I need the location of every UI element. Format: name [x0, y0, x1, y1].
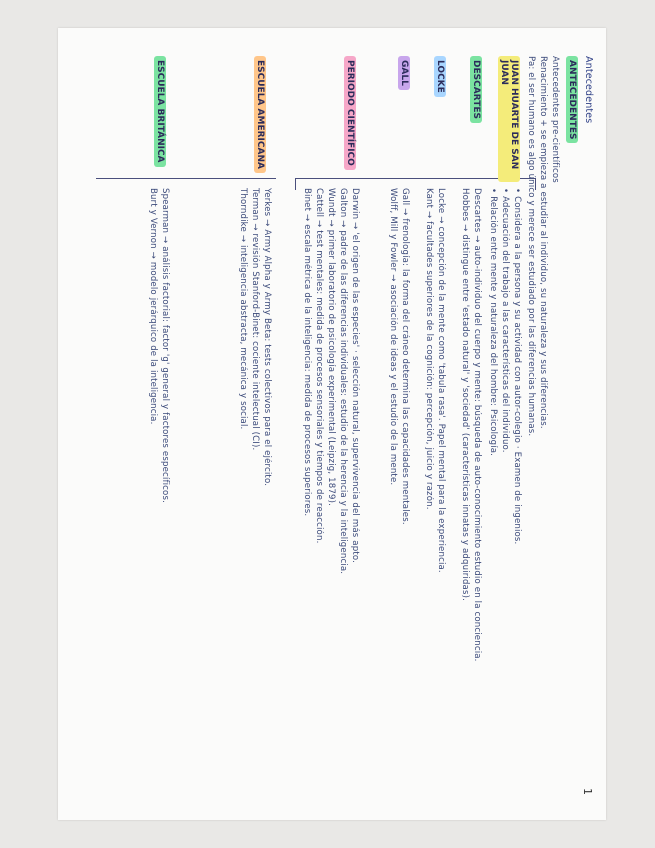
- note-line: • Adecuación del trabajo a las características del individuo.: [500, 188, 510, 453]
- note-line: Cattell → test mentales: medida de procesos sensoriales y tiempos de reacción.: [314, 188, 324, 544]
- note-line: Kant → facultades superiores de la cognición: percepción, juicio y razón.: [424, 188, 434, 510]
- section-tag: ESCUELA AMERICANA: [254, 56, 266, 173]
- note-line: Locke → concepción de la mente como 'tabula rasa'. Papel mental para la experiencia.: [436, 188, 446, 573]
- note-line: Gall → frenología: la forma del cráneo determina las capacidades mentales.: [400, 188, 410, 525]
- note-line: Wundt → primer laboratorio de psicología experimental (Leipzig, 1879).: [326, 188, 336, 506]
- section-tag: JUAN HUARTE DE SAN JUAN: [498, 56, 520, 182]
- note-line: Darwin → 'el origen de las especies' · selección natural, supervivencia del más apto.: [350, 188, 360, 563]
- section-tag: LOCKE: [434, 56, 446, 97]
- note-line: Burt y Vernon → modelo jerárquico de la inteligencia.: [148, 188, 158, 425]
- note-line: • Relación entre mente y naturaleza del hombre: Psicología.: [488, 188, 498, 457]
- note-line: Hobbes → distingue entre 'estado natural' y 'sociedad' (características innatas y adquiridas).: [460, 188, 470, 601]
- note-line: Galton → padre de las diferencias individuales: estudio de la herencia y la inteligencia.: [338, 188, 348, 575]
- note-line: • Considera a la persona y su actividad con autor-colegio · Examen de ingenios.: [512, 188, 522, 545]
- heading-prefix: Antecedentes: [583, 56, 594, 124]
- note-line: Binet → escala métrica de la inteligencia: medida de procesos superiores.: [302, 188, 312, 517]
- note-line: Antecedentes pre-científicos: [550, 56, 560, 183]
- science-brace: [96, 178, 276, 179]
- brace-bottom: [295, 178, 296, 190]
- notes-page: [58, 28, 606, 820]
- note-line: Descartes → auto-individuo del cuerpo y mente: búsqueda de auto-conocimiento estudio en la conciencia.: [472, 188, 482, 662]
- note-line: Terman → revisión Stanford-Binet: cociente intelectual (CI).: [250, 188, 260, 451]
- section-tag: ESCUELA BRITÁNICA: [154, 56, 166, 167]
- note-line: Renacimiento + se empieza a estudiar al individuo, su naturaleza y sus diferencias.: [538, 56, 548, 429]
- section-tag: ANTECEDENTES: [566, 56, 578, 143]
- section-tag: DESCARTES: [470, 56, 482, 123]
- note-line: Spearman → análisis factorial: factor 'g' general y factores específicos.: [160, 188, 170, 503]
- note-line: Pa: el ser humano es algo único y merece ser estudiado por las diferencias humanas.: [526, 56, 536, 437]
- section-tag: GALL: [398, 56, 410, 90]
- section-tag: PERIODO CIENTÍFICO: [344, 56, 356, 170]
- note-line: Yerkes → Army Alpha y Army Beta: tests colectivos para el ejército.: [262, 188, 272, 487]
- notes-canvas: [58, 28, 606, 820]
- note-line: Wolff, Mill y Fowler → asociación de ideas y el estudio de la mente.: [388, 188, 398, 486]
- note-line: Thorndike → inteligencia abstracta, mecánica y social.: [238, 188, 248, 430]
- page-number: 1: [581, 788, 594, 795]
